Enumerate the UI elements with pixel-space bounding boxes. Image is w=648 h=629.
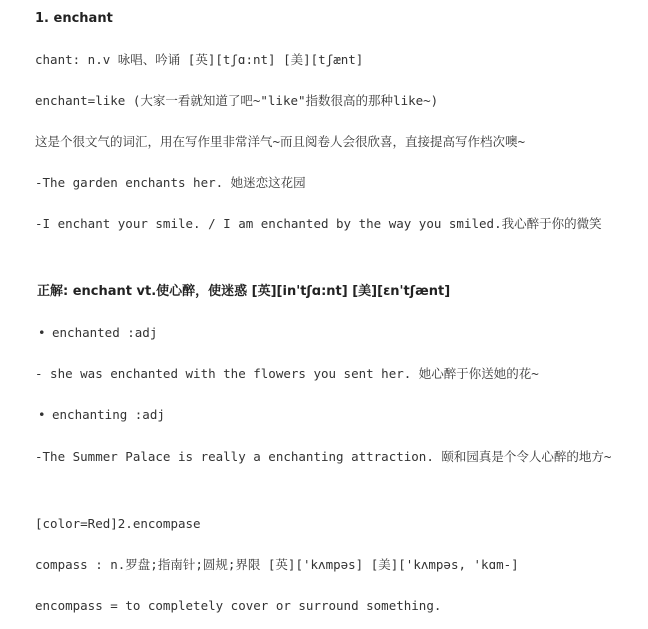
- list-item-enchanting: [38, 406, 640, 424]
- list-item-label: enchanting :adj: [52, 407, 165, 422]
- example-smile: -I enchant your smile. / I am enchanted by the way you smiled.我心醉于你的微笑: [35, 216, 602, 231]
- example-flowers: - she was enchanted with the flowers you sent her. 她心醉于你送她的花~: [35, 366, 539, 381]
- text-enchant-like: enchant=like (大家一看就知道了吧~"like"指数很高的那种like~): [35, 93, 439, 108]
- list-item-enchanted: [38, 324, 640, 342]
- heading-enchant: 1. enchant: [35, 11, 113, 26]
- correct-definition: 正解: enchant vt.使心醉，使迷惑 [英][in'tʃɑ:nt] [美][ɛn'tʃænt]: [37, 284, 451, 299]
- example-summer-palace: -The Summer Palace is really a enchanting attraction. 颐和园真是个令人心醉的地方~: [35, 449, 612, 464]
- text-compass-definition: compass : n.罗盘;指南针;圆规;界限 [英]['kʌmpəs] [美]['kʌmpəs, 'kɑm-]: [35, 557, 519, 572]
- bullet-icon: •: [38, 407, 46, 422]
- heading-encompase: [color=Red]2.encompase: [35, 516, 201, 531]
- list-item-label: enchanted :adj: [52, 325, 158, 340]
- bullet-icon: •: [38, 325, 46, 340]
- text-chant-definition: chant: n.v 咏唱、吟诵 [英][tʃɑ:nt] [美][tʃænt]: [35, 52, 364, 67]
- text-usage-note: 这是个很文气的词汇，用在写作里非常洋气~而且阅卷人会很欣喜，直接提高写作档次噢~: [35, 134, 526, 149]
- text-encompass-definition: encompass = to completely cover or surround something.: [35, 598, 442, 613]
- example-garden: -The garden enchants her. 她迷恋这花园: [35, 175, 306, 190]
